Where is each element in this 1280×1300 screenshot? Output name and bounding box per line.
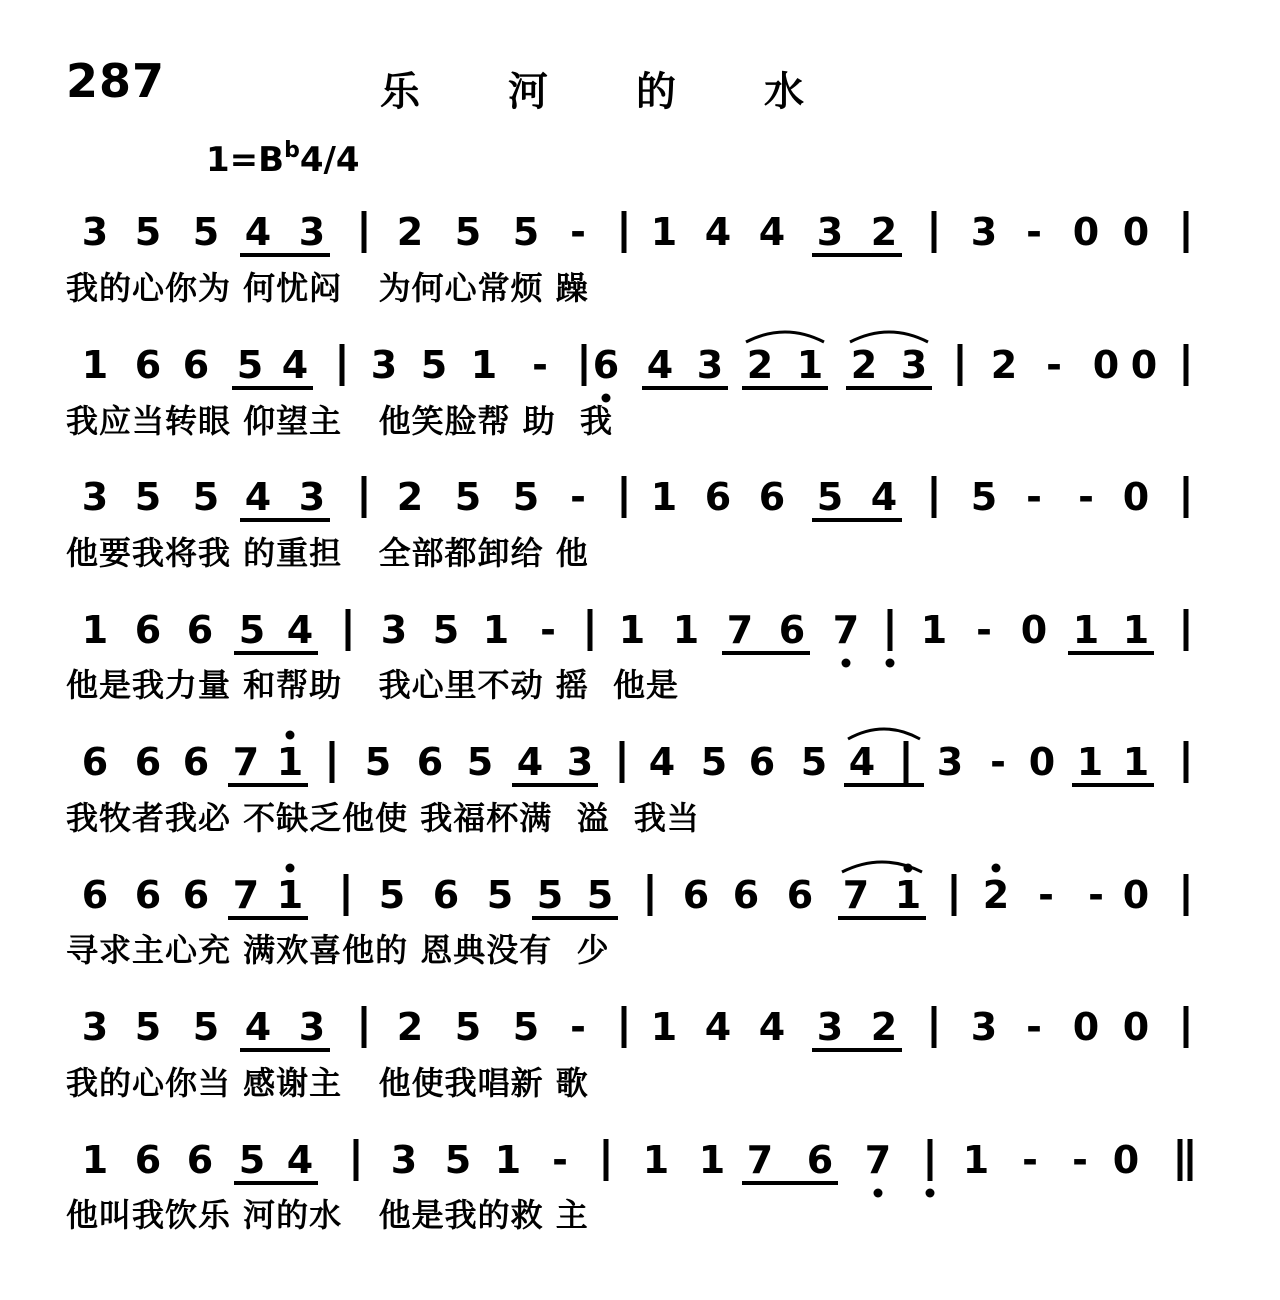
note: 6 <box>432 873 460 917</box>
note: 7 <box>232 873 260 917</box>
octave-down-dot <box>842 659 851 668</box>
note: 1 <box>276 873 304 917</box>
dash-mark: - <box>1088 873 1104 917</box>
note: 0 <box>1122 1005 1150 1049</box>
slur <box>850 332 928 342</box>
note: 6 <box>682 873 710 917</box>
note: 1 <box>81 608 109 652</box>
note: 4 <box>244 475 272 519</box>
hymn-title: 乐河的水 <box>380 69 892 115</box>
note: 5 <box>512 475 540 519</box>
note: 7 <box>864 1138 892 1182</box>
note: 3 <box>936 740 964 784</box>
lyric-line: 他叫我饮乐 河的水 他是我的救 主 <box>66 1196 589 1234</box>
note: 3 <box>900 343 928 387</box>
note: 5 <box>432 608 460 652</box>
note: 0 <box>1072 1005 1100 1049</box>
note: 1 <box>920 608 948 652</box>
note: 6 <box>134 608 162 652</box>
note: 5 <box>192 210 220 254</box>
note: 1 <box>894 873 922 917</box>
note: 2 <box>870 1005 898 1049</box>
slur <box>848 729 920 739</box>
note: 6 <box>134 873 162 917</box>
note: 5 <box>444 1138 472 1182</box>
octave-down-dot <box>874 1189 883 1198</box>
note: 6 <box>592 343 620 387</box>
note: 6 <box>134 1138 162 1182</box>
note: 4 <box>704 1005 732 1049</box>
note: 1 <box>81 343 109 387</box>
note: 4 <box>758 210 786 254</box>
note: 0 <box>1112 1138 1140 1182</box>
note: 1 <box>672 608 700 652</box>
dash-mark: - <box>1026 210 1042 254</box>
octave-down-dot <box>886 659 895 668</box>
note: 4 <box>870 475 898 519</box>
lyric-line: 他要我将我 的重担 全部都卸给 他 <box>66 534 589 572</box>
note: 5 <box>238 608 266 652</box>
note: 2 <box>870 210 898 254</box>
dash-mark: - <box>570 210 586 254</box>
note: 5 <box>192 1005 220 1049</box>
note: 1 <box>1122 608 1150 652</box>
dash-mark: - <box>570 475 586 519</box>
note: 0 <box>1020 608 1048 652</box>
dash-mark: - <box>990 740 1006 784</box>
note: 6 <box>806 1138 834 1182</box>
note: 4 <box>848 740 876 784</box>
note: 3 <box>370 343 398 387</box>
octave-up-dot <box>286 731 295 740</box>
note: 6 <box>81 873 109 917</box>
note: 1 <box>494 1138 522 1182</box>
dash-mark: - <box>552 1138 568 1182</box>
note: 6 <box>758 475 786 519</box>
note: 1 <box>482 608 510 652</box>
dash-mark: - <box>532 343 548 387</box>
note: 5 <box>134 475 162 519</box>
lyric-line: 我的心你当 感谢主 他使我唱新 歌 <box>66 1064 589 1102</box>
note: 6 <box>134 740 162 784</box>
meter: 4/4 <box>299 140 360 180</box>
note: 5 <box>236 343 264 387</box>
note: 4 <box>648 740 676 784</box>
octave-up-dot <box>992 864 1001 873</box>
note: 6 <box>182 343 210 387</box>
dash-mark: - <box>1026 1005 1042 1049</box>
note: 3 <box>380 608 408 652</box>
note: 0 <box>1122 475 1150 519</box>
note: 1 <box>618 608 646 652</box>
note: 4 <box>244 1005 272 1049</box>
lyric-line: 我的心你为 何忧闷 为何心常烦 躁 <box>66 269 589 307</box>
note: 1 <box>276 740 304 784</box>
note: 3 <box>566 740 594 784</box>
note: 3 <box>816 210 844 254</box>
note: 5 <box>970 475 998 519</box>
note: 3 <box>298 1005 326 1049</box>
note: 5 <box>364 740 392 784</box>
note: 0 <box>1092 343 1120 387</box>
note: 6 <box>134 343 162 387</box>
dash-mark: - <box>1026 475 1042 519</box>
note: 4 <box>516 740 544 784</box>
note: 5 <box>420 343 448 387</box>
note: 6 <box>182 740 210 784</box>
note: 6 <box>786 873 814 917</box>
octave-up-dot <box>286 864 295 873</box>
note: 5 <box>454 1005 482 1049</box>
dash-mark: - <box>1046 343 1062 387</box>
note: 0 <box>1072 210 1100 254</box>
lyric-line: 我牧者我必 不缺乏他使 我福杯满 溢 我当 <box>66 799 700 837</box>
note: 3 <box>970 1005 998 1049</box>
hymn-number: 287 <box>66 54 166 108</box>
note: 5 <box>454 210 482 254</box>
note: 5 <box>536 873 564 917</box>
note: 6 <box>704 475 732 519</box>
flat-sign: b <box>284 138 300 163</box>
note: 4 <box>758 1005 786 1049</box>
note: 7 <box>842 873 870 917</box>
note: 4 <box>286 1138 314 1182</box>
note: 6 <box>81 740 109 784</box>
note: 6 <box>186 1138 214 1182</box>
note: 5 <box>134 1005 162 1049</box>
note: 0 <box>1122 210 1150 254</box>
note: 4 <box>286 608 314 652</box>
note: 2 <box>982 873 1010 917</box>
note: 1 <box>1072 608 1100 652</box>
double-barline <box>1180 1139 1190 1181</box>
note: 4 <box>281 343 309 387</box>
note: 3 <box>390 1138 418 1182</box>
note: 1 <box>81 1138 109 1182</box>
key-signature <box>206 138 360 180</box>
note: 1 <box>650 475 678 519</box>
note: 1 <box>470 343 498 387</box>
slur <box>746 332 824 342</box>
octave-down-dot <box>926 1189 935 1198</box>
note: 5 <box>800 740 828 784</box>
note: 0 <box>1130 343 1158 387</box>
note: 5 <box>816 475 844 519</box>
note: 2 <box>746 343 774 387</box>
note: 5 <box>378 873 406 917</box>
dash-mark: - <box>1038 873 1054 917</box>
note: 5 <box>454 475 482 519</box>
note: 2 <box>990 343 1018 387</box>
note: 6 <box>416 740 444 784</box>
note: 4 <box>244 210 272 254</box>
note: 3 <box>298 475 326 519</box>
note: 7 <box>746 1138 774 1182</box>
note: 6 <box>186 608 214 652</box>
note: 0 <box>1028 740 1056 784</box>
note: 5 <box>466 740 494 784</box>
lyric-line: 我应当转眼 仰望主 他笑脸帮 助 我 <box>66 402 613 440</box>
note: 2 <box>396 1005 424 1049</box>
lyric-line: 寻求主心充 满欢喜他的 恩典没有 少 <box>66 931 610 969</box>
note: 5 <box>700 740 728 784</box>
note: 4 <box>646 343 674 387</box>
note: 6 <box>182 873 210 917</box>
note: 4 <box>704 210 732 254</box>
note: 2 <box>396 475 424 519</box>
note: 3 <box>696 343 724 387</box>
note: 5 <box>238 1138 266 1182</box>
dash-mark: - <box>1072 1138 1088 1182</box>
note: 5 <box>486 873 514 917</box>
note: 7 <box>726 608 754 652</box>
note: 3 <box>81 210 109 254</box>
note: 7 <box>232 740 260 784</box>
note: 5 <box>586 873 614 917</box>
dash-mark: - <box>976 608 992 652</box>
note: 7 <box>832 608 860 652</box>
dash-mark: - <box>1078 475 1094 519</box>
note: 5 <box>512 1005 540 1049</box>
note: 1 <box>962 1138 990 1182</box>
lyric-line: 他是我力量 和帮助 我心里不动 摇 他是 <box>66 666 679 704</box>
note: 3 <box>81 475 109 519</box>
note: 1 <box>698 1138 726 1182</box>
note: 1 <box>642 1138 670 1182</box>
note: 6 <box>748 740 776 784</box>
note: 6 <box>778 608 806 652</box>
note: 2 <box>850 343 878 387</box>
dash-mark: - <box>570 1005 586 1049</box>
note: 6 <box>732 873 760 917</box>
note: 1 <box>1076 740 1104 784</box>
dash-mark: - <box>1022 1138 1038 1182</box>
note: 3 <box>298 210 326 254</box>
note: 5 <box>192 475 220 519</box>
dash-mark: - <box>540 608 556 652</box>
note: 1 <box>650 210 678 254</box>
note: 3 <box>970 210 998 254</box>
note: 5 <box>512 210 540 254</box>
note: 1 <box>796 343 824 387</box>
note: 5 <box>134 210 162 254</box>
note: 2 <box>396 210 424 254</box>
note: 3 <box>81 1005 109 1049</box>
note: 1 <box>1122 740 1150 784</box>
note: 3 <box>816 1005 844 1049</box>
note: 1 <box>650 1005 678 1049</box>
key-prefix: 1=B <box>206 140 285 180</box>
note: 0 <box>1122 873 1150 917</box>
